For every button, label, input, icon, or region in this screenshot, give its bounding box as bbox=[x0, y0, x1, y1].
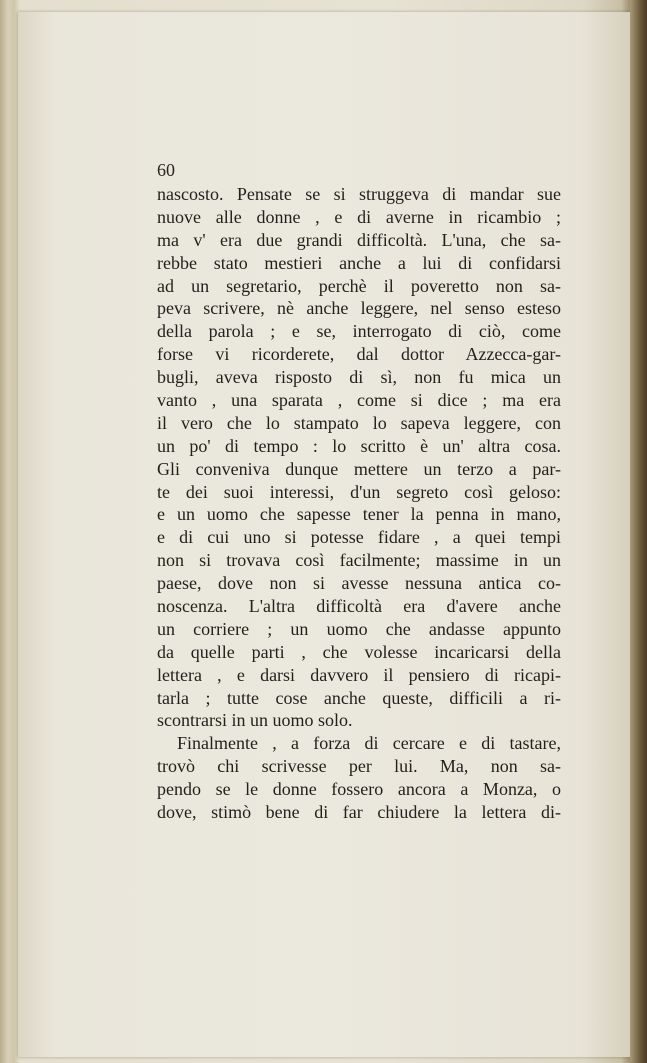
text-line: Gli conveniva dunque mettere un terzo a par- bbox=[157, 458, 561, 479]
text-line: da quelle parti , che volesse incaricarsi della bbox=[157, 641, 561, 662]
text-line: forse vi ricorderete, dal dottor Azzecca-gar- bbox=[157, 344, 561, 365]
text-line: ad un segretario, perchè il poveretto non sa- bbox=[157, 275, 561, 296]
text-line: della parola ; e se, interrogato di ciò, come bbox=[157, 321, 561, 342]
text-line: trovò chi scrivesse per lui. Ma, non sa- bbox=[157, 756, 561, 777]
text-line: e un uomo che sapesse tener la penna in mano, bbox=[157, 504, 561, 525]
text-line: te dei suoi interessi, d'un segreto così geloso: bbox=[157, 481, 561, 502]
text-line: un corriere ; un uomo che andasse appunto bbox=[157, 618, 561, 639]
text-line: lettera , e darsi davvero il pensiero di ricapi- bbox=[157, 664, 561, 685]
text-line: vanto , una sparata , come si dice ; ma era bbox=[157, 390, 561, 411]
text-line: noscenza. L'altra difficoltà era d'avere anche bbox=[157, 596, 561, 617]
text-line: peva scrivere, nè anche leggere, nel senso esteso bbox=[157, 298, 561, 319]
paragraph-start-line: Finalmente , a forza di cercare e di tastare, bbox=[177, 733, 561, 754]
text-line: tarla ; tutte cose anche queste, difficili a ri- bbox=[157, 687, 561, 708]
text-line: un po' di tempo : lo scritto è un' altra cosa. bbox=[157, 435, 561, 456]
text-line: ma v' era due grandi difficoltà. L'una, che sa- bbox=[157, 229, 561, 250]
book-edge bbox=[630, 0, 647, 1063]
paragraph-end-line: scontrarsi in un uomo solo. bbox=[157, 710, 353, 731]
body-text bbox=[157, 183, 561, 824]
page-number: 60 bbox=[157, 160, 175, 180]
text-line: bugli, aveva risposto di sì, non fu mica un bbox=[157, 367, 561, 388]
text-line: il vero che lo stampato lo sapeva leggere, con bbox=[157, 412, 561, 433]
text-line: non si trovava così facilmente; massime in un bbox=[157, 550, 561, 571]
text-line: nuove alle donne , e di averne in ricambio ; bbox=[157, 206, 561, 227]
text-line: paese, dove non si avesse nessuna antica co- bbox=[157, 573, 561, 594]
text-line: rebbe stato mestieri anche a lui di confidarsi bbox=[157, 252, 561, 273]
text-line: nascosto. Pensate se si struggeva di mandar sue bbox=[157, 184, 561, 204]
text-line: pendo se le donne fossero ancora a Monza, o bbox=[157, 779, 561, 800]
text-line: e di cui uno si potesse fidare , a quei tempi bbox=[157, 527, 561, 548]
text-line: dove, stimò bene di far chiudere la lettera di- bbox=[157, 802, 561, 823]
